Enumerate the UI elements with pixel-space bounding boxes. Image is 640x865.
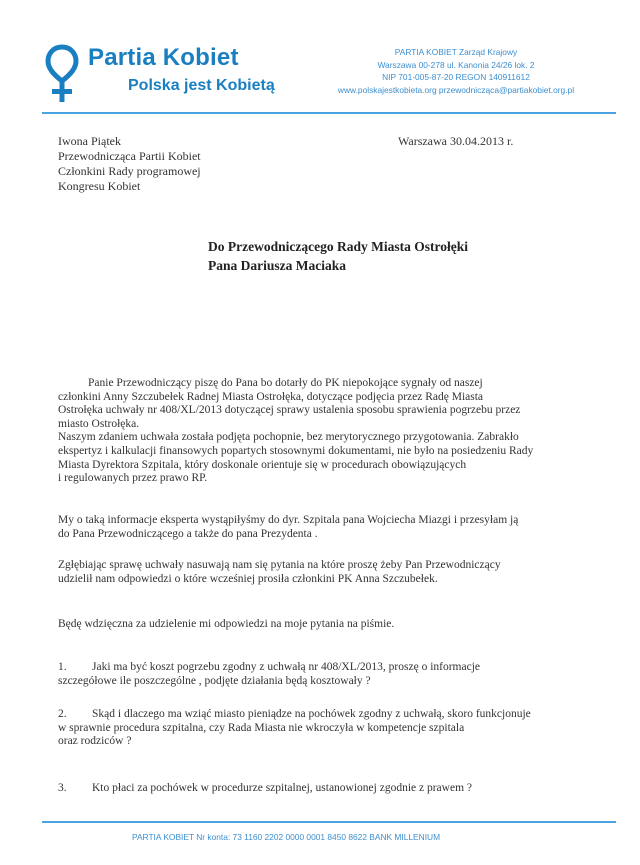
addressee-line: Pana Dariusza Maciaka	[208, 258, 346, 273]
body-line: ekspertyz i kalkulacji finansowych popartych stosownymi dokumentami, nie było na posiedzeniu Rady	[58, 444, 534, 457]
body-line: miasto Ostrołęka.	[58, 417, 140, 430]
letterhead-line: NIP 701-005-87-20 REGON 140911612	[382, 72, 530, 82]
question-line: w sprawnie procedura szpitalna, czy Rada Miasta nie wkroczyła w kompetencje szpitala	[58, 721, 465, 734]
body-line: My o taką informacje eksperta wystąpiłyśmy do dyr. Szpitala pana Wojciecha Miazgi i przesyłam ją	[58, 514, 519, 526]
question-3	[58, 782, 472, 796]
question-line: Kto płaci za pochówek w procedurze szpitalnej, ustanowionej zgodnie z prawem ?	[92, 782, 472, 794]
question-line: oraz rodziców ?	[58, 735, 132, 748]
footer-divider	[42, 821, 616, 823]
body-paragraph-3	[58, 559, 501, 586]
body-line: Miasta Dyrektora Szpitala, który doskonale orientuje się w procedurach obowiązujących	[58, 458, 467, 471]
party-logo-subtitle: Polska jest Kobietą	[128, 77, 275, 94]
question-line: Skąd i dlaczego ma wziąć miasto pieniądze na pochówek zgodny z uchwałą, skoro funkcjonuje	[92, 708, 531, 720]
letter-date: Warszawa 30.04.2013 r.	[398, 134, 514, 148]
body-line: udzielił nam odpowiedzi o które wcześniej prosiła członkini PK Anna Szczubełek.	[58, 572, 438, 585]
body-line: Zgłębiając sprawę uchwały nasuwają nam się pytania na które proszę żeby Pan Przewodniczący	[58, 559, 501, 571]
question-line: szczegółowe ile poszczególne , podjęte działania będą kosztowały ?	[58, 674, 371, 687]
letterhead-contact-info	[296, 46, 616, 96]
question-number: 3.	[58, 782, 67, 794]
question-number: 1.	[58, 661, 67, 673]
party-logo-title: Partia Kobiet	[88, 44, 239, 71]
question-line: Jaki ma być koszt pogrzebu zgodny z uchwałą nr 408/XL/2013, proszę o informacje	[92, 661, 481, 673]
body-line: i regulowanych przez prawo RP.	[58, 472, 208, 485]
letterhead-line: PARTIA KOBIET Zarząd Krajowy	[394, 47, 518, 57]
venus-logo-icon	[44, 44, 80, 104]
letterhead-line: Warszawa 00-278 ul. Kanonia 24/26 lok. 2	[377, 59, 535, 70]
addressee-line: Do Przewodniczącego Rady Miasta Ostrołęki	[208, 239, 468, 254]
sender-line: Iwona Piątek	[58, 134, 121, 148]
body-line: Będę wdzięczna za udzielenie mi odpowiedzi na moje pytania na piśmie.	[58, 618, 395, 630]
addressee-block	[208, 237, 468, 275]
body-line: Naszym zdaniem uchwała została podjęta pochopnie, bez merytorycznego przygotowania. Zabrakło	[58, 431, 519, 444]
sender-block	[58, 134, 201, 194]
header-divider	[42, 112, 616, 114]
question-number: 2.	[58, 708, 67, 720]
body-line: Panie Przewodniczący piszę do Pana bo dotarły do PK niepokojące sygnały od naszej	[88, 377, 483, 389]
sender-line: Przewodnicząca Partii Kobiet	[58, 149, 201, 163]
letterhead-line: www.polskajestkobieta.org przewodnicząca@partiakobiet.org.pl	[337, 84, 575, 95]
question-2	[58, 708, 531, 749]
sender-line: Członkini Rady programowej	[58, 164, 201, 178]
body-line: Ostrołęka uchwały nr 408/XL/2013 dotyczącej sprawy ustalenia sposobu sprawienia pogrzebu przez	[58, 404, 521, 417]
body-line: członkini Anny Szczubełek Radnej Miasta Ostrołęka, dotyczące podjęcia przez Radę Miasta	[58, 390, 484, 403]
body-paragraph-2	[58, 514, 518, 541]
body-line: do Pana Przewodniczącego a także do pana Prezydenta .	[58, 527, 318, 540]
body-paragraph-4	[58, 618, 394, 632]
body-paragraph-1	[58, 377, 533, 486]
sender-line: Kongresu Kobiet	[58, 179, 141, 193]
footer-bank-info: PARTIA KOBIET Nr konta: 73 1160 2202 0000 0001 8450 8622 BANK MILLENIUM	[132, 832, 441, 842]
question-1	[58, 661, 480, 688]
